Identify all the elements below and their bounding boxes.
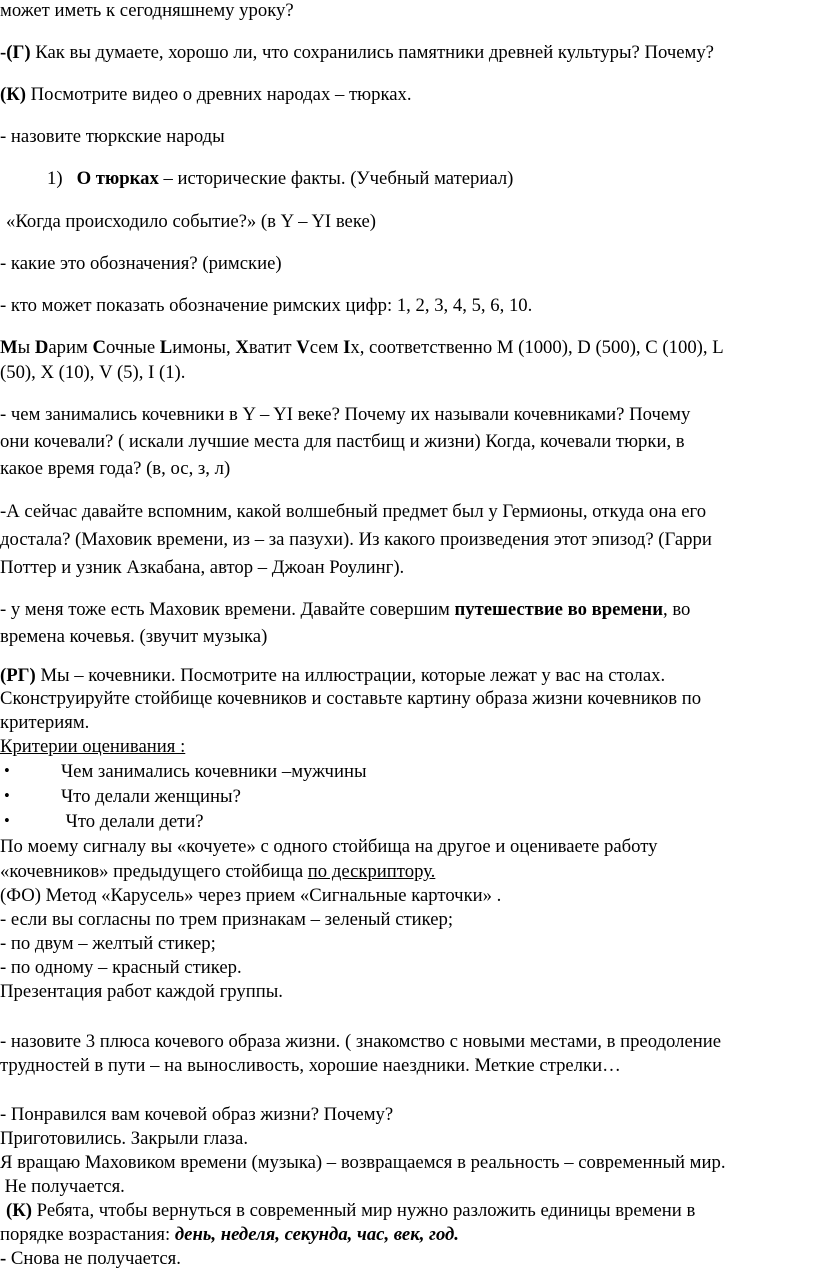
- line-text: Что делали женщины?: [61, 786, 241, 807]
- text-line: [0, 0, 816, 22]
- underlined-text: по дескриптору.: [307, 861, 436, 882]
- line-text: Презентация работ каждой группы.: [0, 981, 283, 1002]
- line-text: какое время года? (в, ос, з, л): [0, 458, 231, 479]
- bold-letter: L: [159, 337, 173, 358]
- line-text: ы: [17, 337, 35, 358]
- text-line: [6, 211, 816, 233]
- text-line: [0, 529, 816, 551]
- line-text: имоны,: [172, 337, 236, 358]
- text-line: [0, 1128, 816, 1150]
- line-text: трудностей в пути – на выносливость, хорошие наездники. Меткие стрелки…: [0, 1055, 621, 1076]
- text-line: [0, 933, 816, 955]
- text-line: [0, 253, 816, 275]
- line-text: порядке возрастания:: [0, 1224, 175, 1245]
- line-text: очные: [106, 337, 160, 358]
- text-line: [0, 1152, 816, 1174]
- text-line: [0, 981, 816, 1003]
- line-text: достала? (Маховик времени, из – за пазухи). Из какого произведения этот эпизод? (Гарри: [0, 529, 712, 550]
- line-text: ватит: [248, 337, 297, 358]
- text-line: [0, 1176, 816, 1198]
- group-work-marker: (РГ): [0, 665, 36, 686]
- dash-marker: -: [0, 1248, 7, 1269]
- question-line: [0, 42, 816, 64]
- line-text: Сконструируйте стойбище кочевников и составьте картину образа жизни кочевников по: [0, 688, 702, 709]
- line-text: Что делали дети?: [61, 811, 204, 832]
- line-text: Я вращаю Маховиком времени (музыка) – возвращаемся в реальность – современный мир.: [0, 1152, 726, 1173]
- line-text: Приготовились. Закрыли глаза.: [0, 1128, 249, 1149]
- line-text: Мы – кочевники. Посмотрите на иллюстрации, которые лежат у вас на столах.: [35, 665, 666, 686]
- line-text: (ФО) Метод «Карусель» через прием «Сигнальные карточки» .: [0, 885, 502, 906]
- text-line: [0, 431, 816, 453]
- numbered-item: [47, 168, 816, 190]
- line-text: - Понравился вам кочевой образ жизни? Почему?: [0, 1104, 394, 1125]
- collective-work-marker: (К): [0, 84, 26, 105]
- text-line: [0, 1224, 816, 1246]
- line-text: - у меня тоже есть Маховик времени. Давайте совершим: [0, 599, 455, 620]
- line-text: - чем занимались кочевники в Y – YI веке? Почему их называли кочевниками? Почему: [0, 404, 691, 425]
- line-text: , во: [662, 599, 691, 620]
- bold-letter: М: [0, 337, 18, 358]
- text-line: [0, 404, 816, 426]
- criteria-heading: [0, 736, 816, 758]
- line-text: «кочевников» предыдущего стойбища: [0, 861, 308, 882]
- line-text: - кто может показать обозначение римских цифр: 1, 2, 3, 4, 5, 6, 10.: [0, 295, 533, 316]
- line-text: - назовите 3 плюса кочевого образа жизни. ( знакомство с новыми местами, в преодоление: [0, 1031, 722, 1052]
- text-line: [0, 836, 816, 858]
- line-text: Снова не получается.: [6, 1248, 181, 1269]
- text-line: [0, 126, 816, 148]
- bullet-icon: •: [4, 811, 10, 830]
- bold-letter: D: [34, 337, 49, 358]
- line-text: – исторические факты. (Учебный материал): [158, 168, 514, 189]
- line-text: По моему сигналу вы «кочуете» с одного стойбища на другое и оцениваете работу: [0, 836, 658, 857]
- line-text: - назовите тюркские народы: [0, 126, 225, 147]
- text-line: [0, 1104, 816, 1126]
- line-text: арим: [48, 337, 93, 358]
- text-line: [0, 1055, 816, 1077]
- bullet-icon: •: [4, 786, 10, 805]
- text-line: [0, 458, 816, 480]
- line-text: х, соответственно М (1000), D (500), С (100), L: [350, 337, 724, 358]
- line-text: Ребята, чтобы вернуться в современный мир нужно разложить единицы времени в: [32, 1200, 696, 1221]
- line-text: времена кочевья. (звучит музыка): [0, 626, 268, 647]
- topic-title: О тюрках: [76, 168, 159, 189]
- task-line: [0, 84, 816, 106]
- bold-letter: I: [343, 337, 351, 358]
- line-text: может иметь к сегодняшнему уроку?: [0, 0, 294, 21]
- bold-letter: V: [296, 337, 310, 358]
- bullet-icon: •: [4, 761, 10, 780]
- text-line: [0, 885, 816, 907]
- text-line: [0, 861, 816, 883]
- line-text: Критерии оценивания :: [0, 736, 186, 757]
- bold-letter: Х: [235, 337, 249, 358]
- line-text: Как вы думаете, хорошо ли, что сохранились памятники древней культуры? Почему?: [30, 42, 714, 63]
- text-line: [0, 909, 816, 931]
- group-work-marker: -(Г): [0, 42, 31, 63]
- task-line: [6, 1200, 816, 1222]
- line-text: Чем занимались кочевники –мужчины: [61, 761, 367, 782]
- text-line: [0, 626, 816, 648]
- text-line: [0, 599, 816, 621]
- line-text: - по двум – желтый стикер;: [0, 933, 216, 954]
- line-text: сем: [309, 337, 344, 358]
- task-line: [0, 665, 816, 687]
- line-text: «Когда происходило событие?» (в Y – YI веке): [6, 211, 376, 232]
- text-line: [0, 501, 816, 523]
- time-units-list: день, неделя, секунда, час, век, год.: [174, 1224, 459, 1245]
- text-line: [0, 1031, 816, 1053]
- line-text: - по одному – красный стикер.: [0, 957, 242, 978]
- mnemonic-line: [0, 337, 816, 359]
- text-line: [0, 362, 816, 384]
- text-line: [0, 295, 816, 317]
- text-line: [0, 957, 816, 979]
- line-text: Не получается.: [0, 1176, 125, 1197]
- text-line: [0, 1248, 816, 1270]
- emphasis-text: путешествие во времени: [454, 599, 663, 620]
- text-line: [0, 557, 816, 579]
- item-number: 1): [47, 168, 63, 189]
- line-text: критериям.: [0, 712, 90, 733]
- line-text: - какие это обозначения? (римские): [0, 253, 282, 274]
- collective-work-marker: (К): [6, 1200, 32, 1221]
- text-line: [0, 688, 816, 710]
- line-text: они кочевали? ( искали лучшие места для пастбищ и жизни) Когда, кочевали тюрки, в: [0, 431, 685, 452]
- line-text: -А сейчас давайте вспомним, какой волшебный предмет был у Гермионы, откуда она его: [0, 501, 707, 522]
- line-text: - если вы согласны по трем признакам – зеленый стикер;: [0, 909, 454, 930]
- line-text: Посмотрите видео о древних народах – тюрках.: [26, 84, 412, 105]
- line-text: Поттер и узник Азкабана, автор – Джоан Роулинг).: [0, 557, 405, 578]
- line-text: (50), Х (10), V (5), I (1).: [0, 362, 186, 383]
- bold-letter: С: [92, 337, 107, 358]
- text-line: [0, 712, 816, 734]
